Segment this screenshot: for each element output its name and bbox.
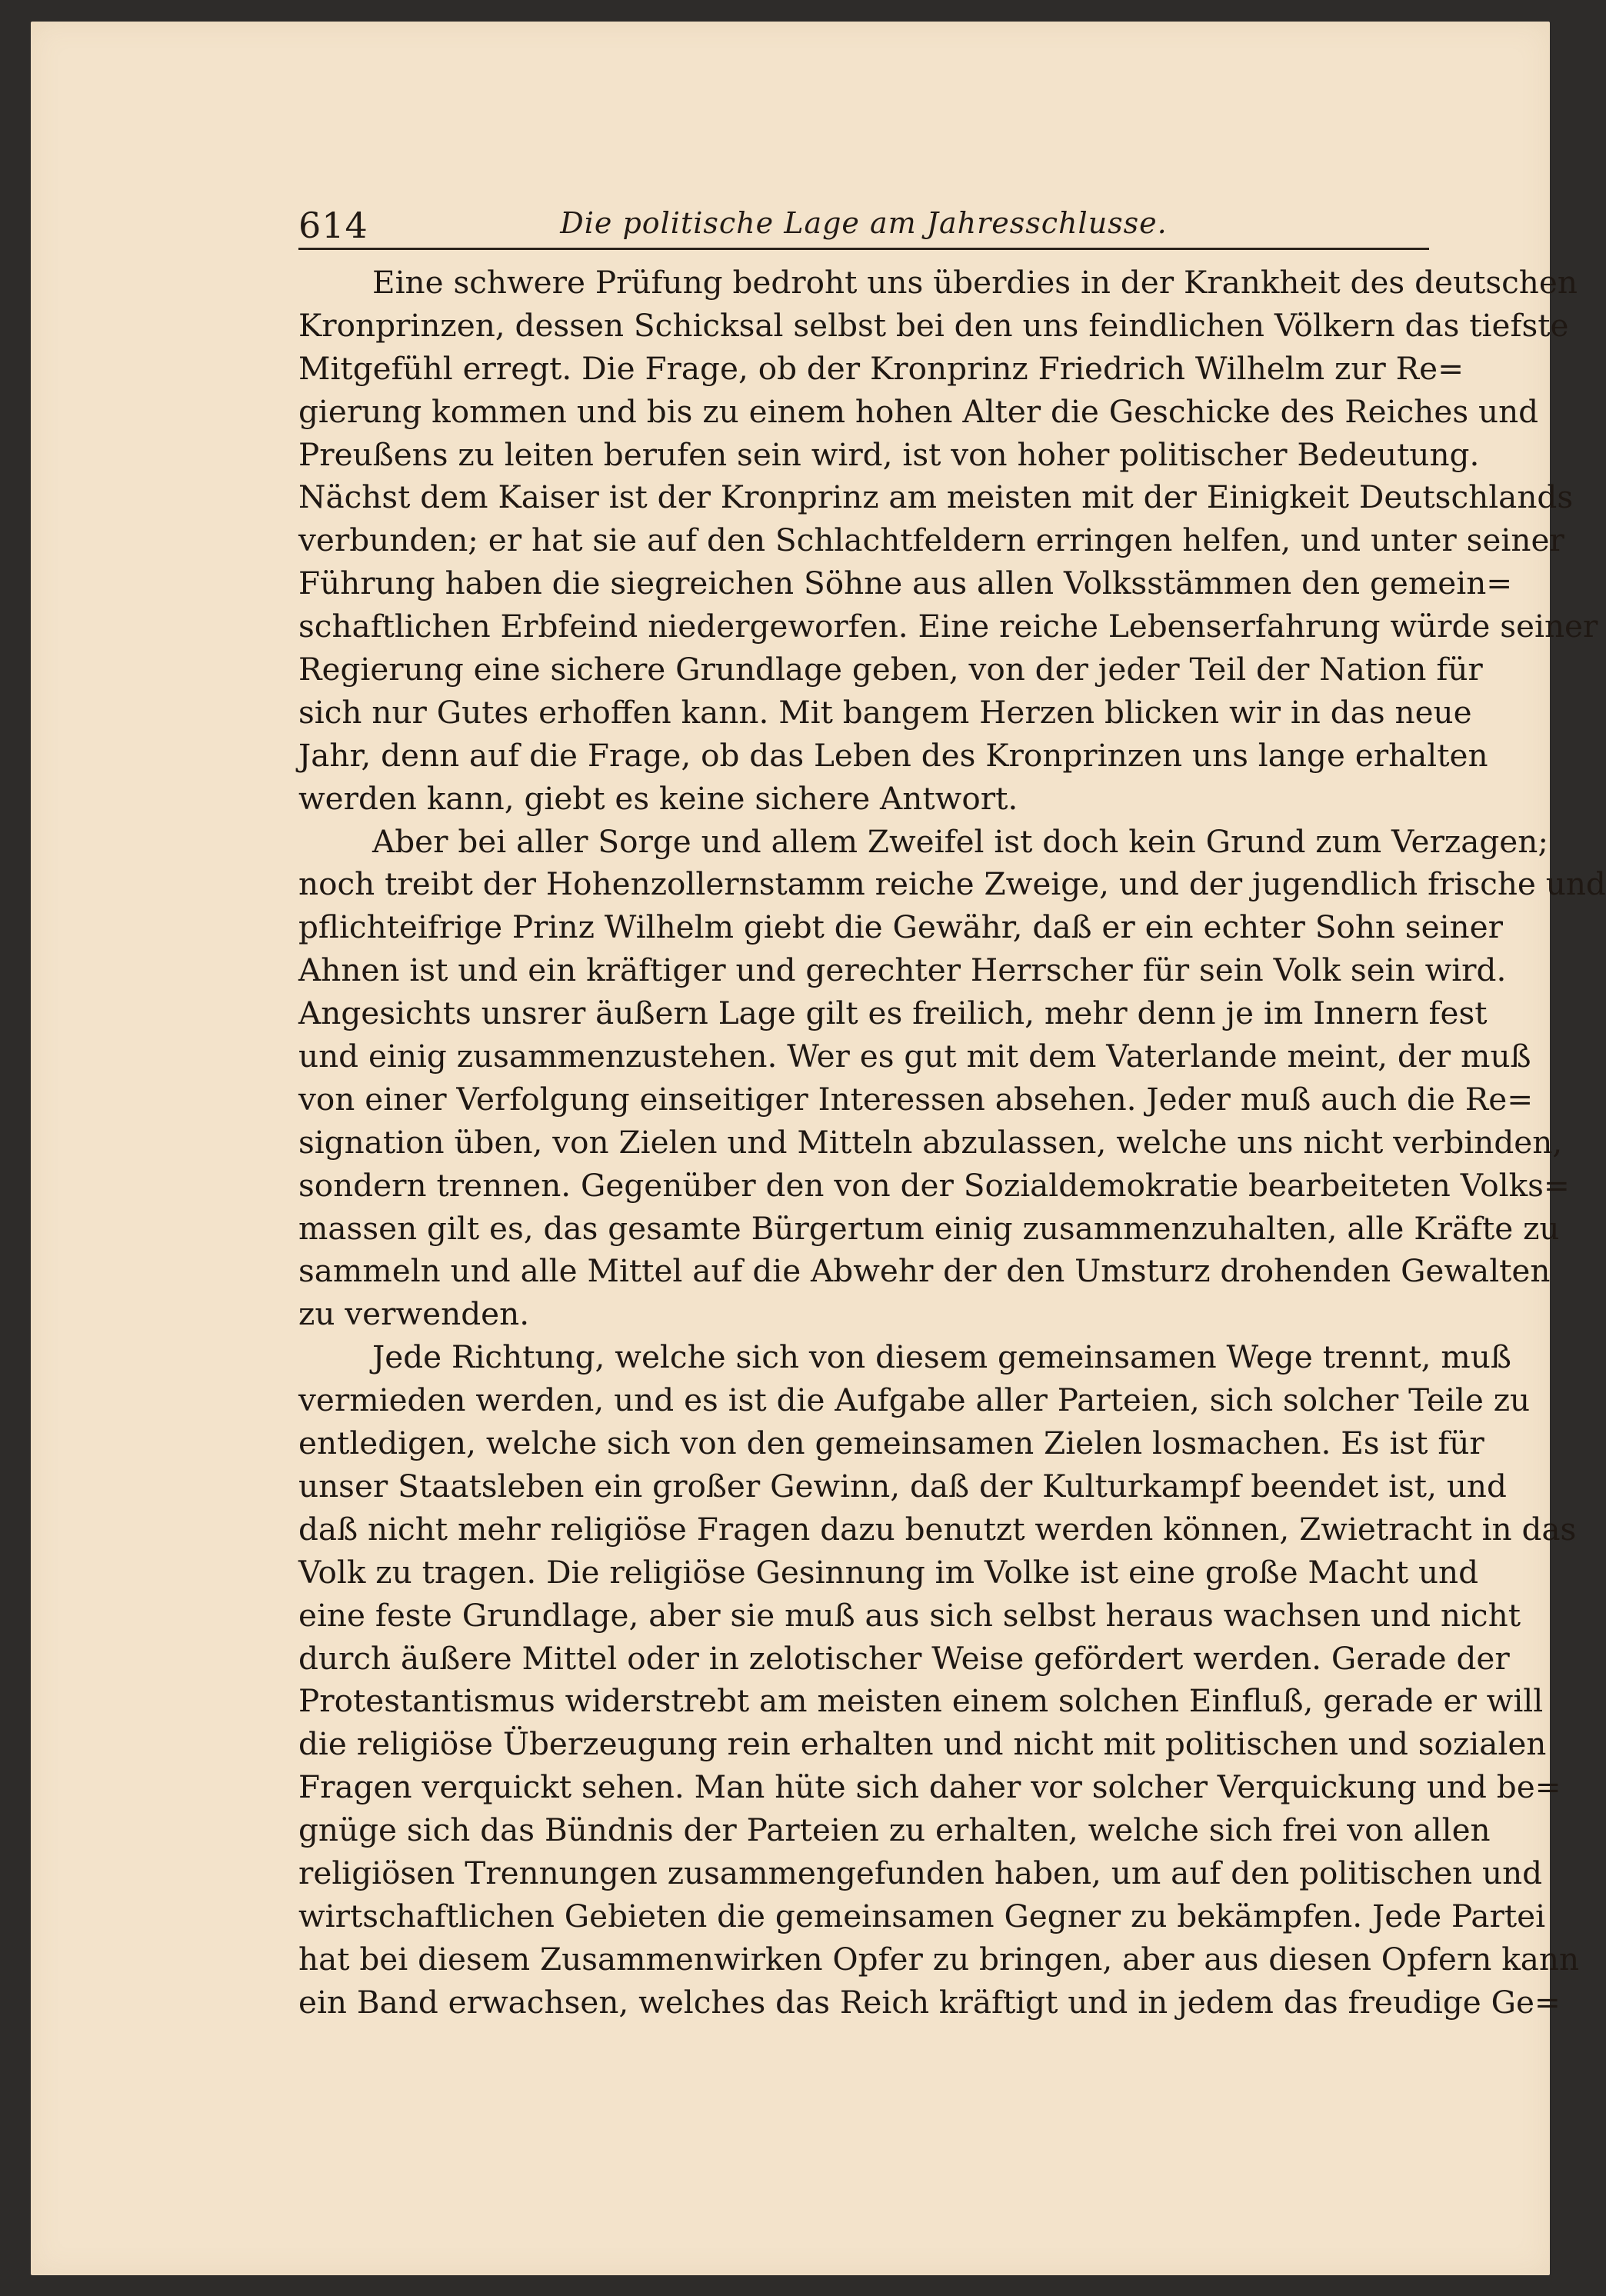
text-line: Nächst dem Kaiser ist der Kronprinz am meisten mit der Einigkeit Deutschlands xyxy=(298,478,1574,516)
paragraph xyxy=(298,1336,1580,2024)
text-line: ein Band erwachsen, welches das Reich kräftigt und in jedem das freudige Ge= xyxy=(298,1983,1561,2021)
paragraph xyxy=(298,262,1598,821)
text-line: zu verwenden. xyxy=(298,1295,530,1333)
text-line: entledigen, welche sich von den gemeinsamen Zielen losmachen. Es ist für xyxy=(298,1425,1484,1462)
text-line: Ahnen ist und ein kräftiger und gerechter Herrscher für sein Volk sein wird. xyxy=(298,951,1507,989)
page-header xyxy=(298,202,1429,250)
page-number: 614 xyxy=(298,205,368,246)
text-line: Volk zu tragen. Die religiöse Gesinnung im Volke ist eine große Macht und xyxy=(298,1553,1479,1591)
text-line: sondern trennen. Gegenüber den von der Sozialdemokratie bearbeiteten Volks= xyxy=(298,1166,1570,1204)
text-line: die religiöse Überzeugung rein erhalten und nicht mit politischen und sozialen xyxy=(298,1725,1547,1763)
text-line: von einer Verfolgung einseitiger Interessen absehen. Jeder muß auch die Re= xyxy=(298,1080,1534,1118)
text-line: Protestantismus widerstrebt am meisten einem solchen Einfluß, gerade er will xyxy=(298,1682,1544,1720)
text-line: werden kann, giebt es keine sichere Antwort. xyxy=(298,779,1018,817)
text-line: gierung kommen und bis zu einem hohen Alter die Geschicke des Reiches und xyxy=(298,392,1539,430)
text-line: schaftlichen Erbfeind niedergeworfen. Eine reiche Lebenserfahrung würde seiner xyxy=(298,608,1598,645)
text-line: Kronprinzen, dessen Schicksal selbst bei den uns feindlichen Völkern das tiefste xyxy=(298,306,1569,344)
text-line: Aber bei aller Sorge und allem Zweifel ist doch kein Grund zum Verzagen; xyxy=(372,822,1548,860)
text-line: wirtschaftlichen Gebieten die gemeinsamen Gegner zu bekämpfen. Jede Partei xyxy=(298,1897,1546,1934)
paragraph xyxy=(298,821,1606,1337)
text-line: sich nur Gutes erhoffen kann. Mit bangem Herzen blicken wir in das neue xyxy=(298,693,1472,731)
text-line: unser Staatsleben ein großer Gewinn, daß der Kulturkampf beendet ist, und xyxy=(298,1467,1507,1505)
text-line: hat bei diesem Zusammenwirken Opfer zu bringen, aber aus diesen Opfern kann xyxy=(298,1940,1580,1978)
text-line: noch treibt der Hohenzollernstamm reiche Zweige, und der jugendlich frische und xyxy=(298,865,1606,903)
text-line: Jede Richtung, welche sich von diesem gemeinsamen Wege trennt, muß xyxy=(372,1338,1511,1376)
running-title: Die politische Lage am Jahresschlusse. xyxy=(560,206,1168,240)
text-line: Preußens zu leiten berufen sein wird, ist von hoher politischer Bedeutung. xyxy=(298,435,1480,473)
text-line: Mitgefühl erregt. Die Frage, ob der Kronprinz Friedrich Wilhelm zur Re= xyxy=(298,349,1464,387)
text-line: gnüge sich das Bündnis der Parteien zu erhalten, welche sich frei von allen xyxy=(298,1811,1491,1849)
body-text xyxy=(298,262,1606,2024)
text-line: religiösen Trennungen zusammengefunden haben, um auf den politischen und xyxy=(298,1854,1543,1891)
text-line: Eine schwere Prüfung bedroht uns überdies in der Krankheit des deutschen xyxy=(372,264,1578,301)
text-line: vermieden werden, und es ist die Aufgabe aller Parteien, sich solcher Teile zu xyxy=(298,1381,1531,1419)
text-line: verbunden; er hat sie auf den Schlachtfeldern erringen helfen, und unter seiner xyxy=(298,522,1564,559)
text-line: Führung haben die siegreichen Söhne aus allen Volksstämmen den gemein= xyxy=(298,565,1513,602)
text-line: Fragen verquickt sehen. Man hüte sich daher vor solcher Verquickung und be= xyxy=(298,1768,1561,1806)
text-line: massen gilt es, das gesamte Bürgertum einig zusammenzuhalten, alle Kräfte zu xyxy=(298,1209,1560,1247)
text-line: eine feste Grundlage, aber sie muß aus sich selbst heraus wachsen und nicht xyxy=(298,1596,1521,1634)
text-line: Regierung eine sichere Grundlage geben, von der jeder Teil der Nation für xyxy=(298,651,1483,688)
text-line: pflichteifrige Prinz Wilhelm giebt die Gewähr, daß er ein echter Sohn seiner xyxy=(298,908,1503,946)
text-line: daß nicht mehr religiöse Fragen dazu benutzt werden können, Zwietracht in das xyxy=(298,1510,1577,1548)
text-line: Angesichts unsrer äußern Lage gilt es freilich, mehr denn je im Innern fest xyxy=(298,995,1488,1032)
text-line: und einig zusammenzustehen. Wer es gut mit dem Vaterlande meint, der muß xyxy=(298,1038,1531,1075)
text-line: sammeln und alle Mittel auf die Abwehr der den Umsturz drohenden Gewalten xyxy=(298,1252,1551,1290)
text-line: Jahr, denn auf die Frage, ob das Leben des Kronprinzen uns lange erhalten xyxy=(298,736,1488,774)
text-line: durch äußere Mittel oder in zelotischer Weise gefördert werden. Gerade der xyxy=(298,1639,1510,1677)
text-line: signation üben, von Zielen und Mitteln abzulassen, welche uns nicht verbinden, xyxy=(298,1123,1563,1161)
